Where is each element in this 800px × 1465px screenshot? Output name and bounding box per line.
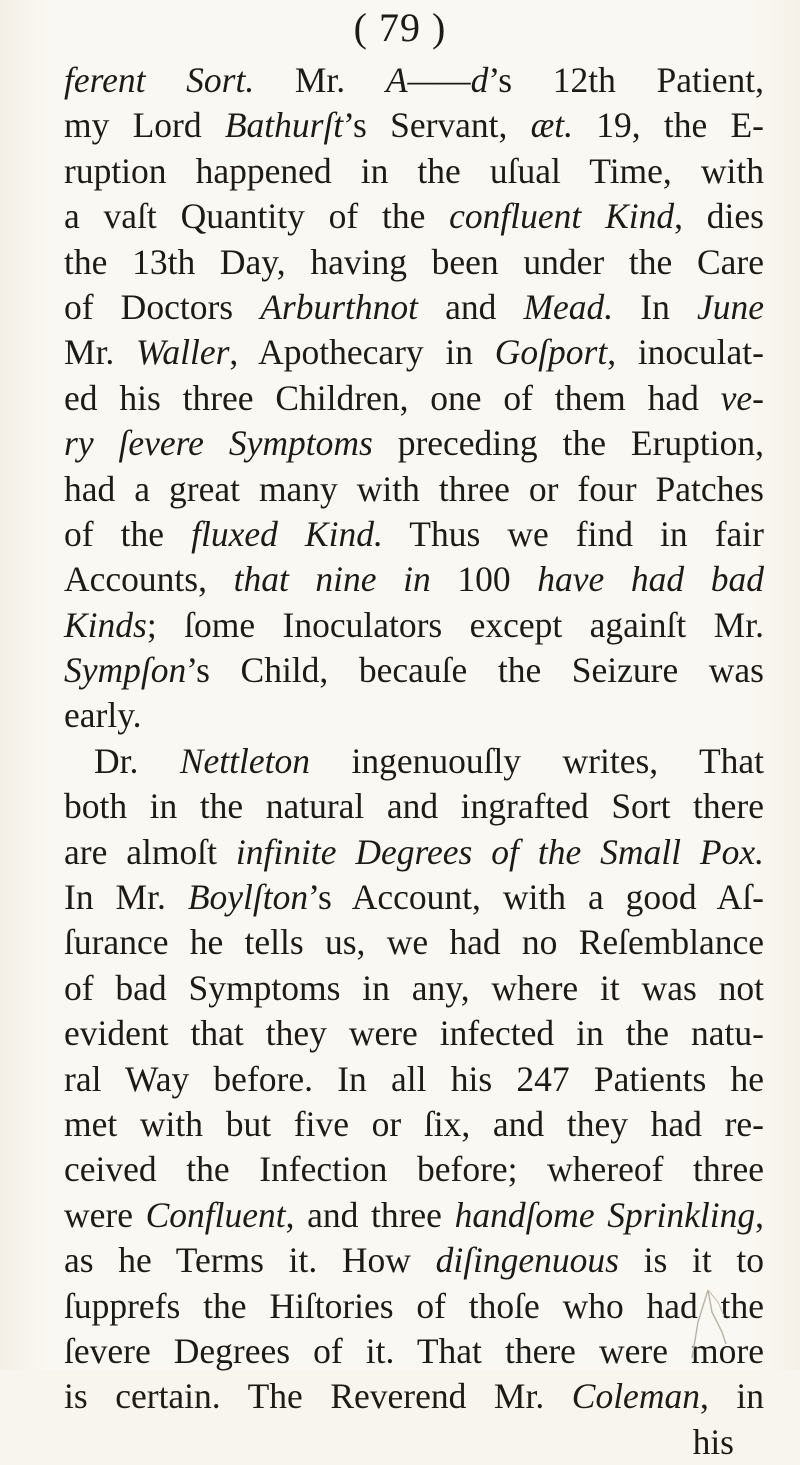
italic-run: Boylſton: [187, 877, 309, 918]
text-run: , in: [699, 1376, 764, 1417]
text-run: ; ſome Inoculators except againſt Mr.: [146, 604, 764, 645]
text-run: ral Way before. In all his 247 Patients he: [64, 1058, 764, 1099]
italic-run: have had bad: [537, 559, 764, 600]
text-run: ceived the Infection before; whereof three: [64, 1149, 764, 1190]
italic-run: June: [696, 286, 764, 327]
text-run: ’s 12th Patient,: [488, 60, 764, 100]
text-run: and: [417, 286, 524, 327]
text-run: as he Terms it. How: [64, 1240, 436, 1281]
italic-run: Arburthnot: [260, 286, 418, 327]
text-line: [64, 557, 764, 602]
text-line: [64, 603, 764, 648]
text-run: Mr.: [254, 60, 386, 100]
text-run: is certain. The Reverend Mr.: [64, 1376, 572, 1417]
text-run: is it to: [619, 1240, 764, 1281]
italic-run: Nettleton: [179, 740, 310, 781]
text-run: 100: [430, 559, 538, 600]
text-run: ingenuouſly writes, That: [310, 740, 765, 781]
text-run: Thus we find in fair: [382, 513, 764, 554]
italic-run: Kinds: [64, 604, 147, 645]
text-run: In: [613, 286, 697, 327]
text-line: [64, 512, 764, 557]
text-run: a vaſt Quantity of the: [64, 196, 450, 237]
body-text: [64, 58, 764, 1465]
text-run: ’s Account, with a good Aſ-: [308, 877, 765, 918]
text-run: Dr.: [94, 740, 180, 781]
text-line: [64, 467, 764, 512]
text-run: ruption happened in the uſual Time, with: [64, 150, 764, 191]
text-run: , Apothecary in: [229, 332, 495, 373]
text-line: [64, 1057, 764, 1102]
text-run: early.: [64, 695, 142, 736]
italic-run: diſingenuous: [435, 1240, 619, 1281]
text-run: ,: [755, 1194, 764, 1235]
text-line: [64, 920, 764, 965]
text-line: [64, 58, 764, 103]
text-run: of Doctors: [64, 286, 261, 327]
text-run: ’s Child, becauſe the Seizure was: [186, 650, 764, 691]
text-line: [64, 1420, 764, 1465]
text-line: [64, 739, 764, 784]
text-line: [64, 194, 764, 239]
italic-run: ry ſevere Symptoms: [64, 423, 373, 464]
text-run: evident that they were infected in the natu-: [64, 1013, 764, 1054]
italic-run: æt.: [530, 105, 574, 146]
text-run: the 13th Day, having been under the Care: [64, 241, 764, 282]
italic-run: Coleman: [571, 1376, 700, 1417]
italic-run: Confluent: [145, 1194, 286, 1235]
italic-run: A——d: [385, 60, 489, 100]
text-line: [64, 1238, 764, 1283]
italic-run: Sympſon: [64, 650, 187, 691]
text-run: of bad Symptoms in any, where it was not: [64, 967, 764, 1008]
text-run: my Lord: [64, 105, 225, 146]
text-line: [64, 966, 764, 1011]
italic-run: Waller: [136, 332, 230, 373]
text-run: , inoculat-: [607, 332, 764, 373]
text-line: [64, 1147, 764, 1192]
text-run: , and three: [285, 1194, 455, 1235]
text-run: 19, the E-: [573, 105, 764, 146]
italic-run: ve-: [720, 377, 764, 418]
text-run: of the: [64, 513, 192, 554]
italic-run: Bathurſt: [224, 105, 344, 146]
text-run: ſurance he tells us, we had no Reſemblance: [64, 922, 764, 963]
text-run: preceding the Eruption,: [372, 423, 764, 464]
text-line: [64, 421, 764, 466]
text-run: Mr.: [64, 332, 137, 373]
text-run: ſupprefs the Hiſtories of thoſe who had the: [64, 1285, 764, 1326]
italic-run: handſome Sprinkling: [454, 1194, 756, 1235]
text-line: [64, 1329, 764, 1374]
text-line: [64, 330, 764, 375]
text-run: ed his three Children, one of them had: [64, 377, 721, 418]
italic-run: Goſport: [494, 332, 608, 373]
text-run: were: [64, 1194, 146, 1235]
text-line: [64, 648, 764, 693]
italic-run: Mead.: [523, 286, 614, 327]
text-run: Accounts,: [64, 559, 234, 600]
text-line: [64, 875, 764, 920]
text-line: [64, 1193, 764, 1238]
ink-scribble-mark: [688, 1282, 728, 1360]
text-line: [64, 149, 764, 194]
text-line: [64, 830, 764, 875]
text-line: [64, 285, 764, 330]
italic-run: fluxed Kind.: [191, 513, 383, 554]
text-run: both in the natural and ingrafted Sort there: [64, 786, 764, 827]
text-line: [64, 693, 764, 738]
text-line: [64, 1011, 764, 1056]
italic-run: that nine in: [233, 559, 431, 600]
text-run: met with but five or ſix, and they had re-: [64, 1103, 764, 1144]
text-run: are almoſt: [64, 831, 236, 872]
text-line: [64, 1374, 764, 1419]
text-line: [64, 376, 764, 421]
text-line: [64, 1284, 764, 1329]
text-run: ſevere Degrees of it. That there were more: [64, 1330, 764, 1371]
italic-run: ferent Sort.: [64, 60, 255, 100]
italic-run: infinite Degrees of the Small Pox.: [235, 831, 764, 872]
italic-run: confluent Kind: [449, 196, 675, 237]
text-run: In Mr.: [64, 877, 188, 918]
text-run: had a great many with three or four Patches: [64, 468, 764, 509]
text-run: , dies: [674, 196, 764, 237]
text-run: his: [692, 1421, 734, 1462]
text-line: [64, 1102, 764, 1147]
text-line: [64, 784, 764, 829]
text-line: [64, 240, 764, 285]
text-run: ’s Servant,: [343, 105, 531, 146]
page-number: ( 79 ): [353, 5, 447, 50]
text-line: [64, 103, 764, 148]
